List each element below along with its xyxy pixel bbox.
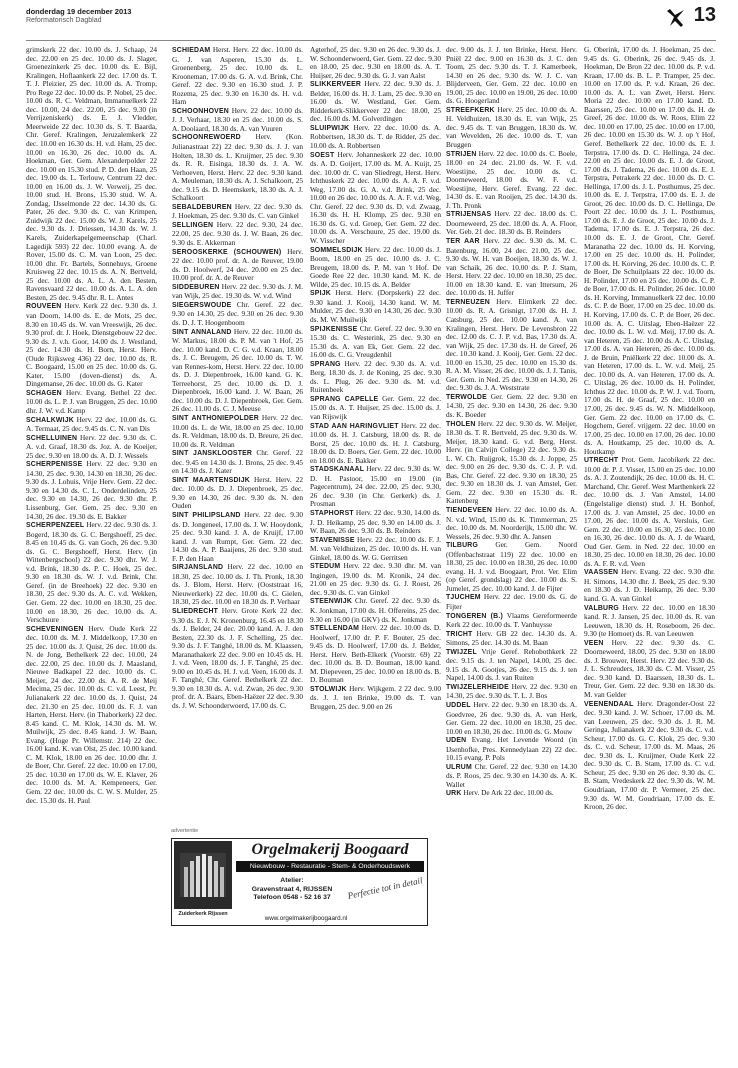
service-times: Herv. 22 dec. 9.30 ds. W. D. H. Pastoor, 15.00 en 19.00 (in Pagecentrum), 24 dec. 22.00, 25 dec. 9.30, 26 dec. 9.30 (in Chr. Gerkerk) ds. J. Prosman xyxy=(310,464,441,509)
place-name: TER AAR xyxy=(446,238,480,246)
service-times: Herv. 22 dec. 9.30 dhr. M. van Ingingen, 19.00 ds. M. Kronik, 24 dec. 21.00 en 25 dec. 9.30 ds. G. J. Roest, 26 dec. 9.30 ds. C. van Ginkel xyxy=(310,561,441,597)
service-times: Herv. 22 dec. 10.00 ds. C. Boele, 18.00 en 24 dec. 21.00 ds. W. F. v.d. Woestijne, 25 dec. 10.00 ds. C. Doorneweerd, 18.00 ds. W. F. v.d. Woestijne, Herv. Geref. Evang. 22 dec. 14.30 ds. E. van Rooijen, 25 dec. 14.30 ds. J. Th. Pronk xyxy=(446,148,577,210)
service-times: Herv. 22 dec. 9.30 ds. J. Belder, 16.00 ds. H. J. Lam, 25 dec. 9.30 en 16.00 ds. W. Westland, Ger. Gem. Ridderkerk-Slikkerveer 22 dec. 18.00, 25 dec. 16.00 ds. M. Golverdingen xyxy=(310,79,441,124)
service-times: G. Oberink, 17.00 ds. J. Hoekman, 25 dec. 9.45 ds. G. Oberink, 26 dec. 9.45 ds. J. Hoekman, De Bron 22 dec. 10.00 ds. P. v.d. Kraan, 17.00 ds. B. L. P. Tramper, 25 dec. 10.00 en 17.00 ds. P. v.d. Kraan, 26 dec. 10.00 ds. A. L. van Zwet, Herst. Herv. Moria 22 dec. 10.00 en 17.00 kand. D. Baarssen, 25 dec. 10.00 en 17.00 ds. H. de Greef, 26 dec. 10.00 ds. W. Roos, Elim 22 dec. 10.00 en 17.00, 25 dec. 10.00 en 17.00, 26 dec. 10.00 en 15.30 ds. W. J. op 't Hof, Geref. Bethelkerk 22 dec. 10.00 ds. E. J. Terpstra, 17.00 ds. D. C. Hellinga, 24 dec. 22.00 en 25 dec. 10.00 ds. E. J. de Groot, 17.00 ds. J. Tadema, 26 dec. 10.00 ds. E. J. Terpstra, Petrakerk 22 dec. 10.00 ds. D. C. Hellinga, 17.00 ds. J. L. Posthumus, 25 dec. 10.00 ds. E. J. Terpstra, 17.00 ds. E. J. de Groot, 26 dec. 10.00 ds. D. C. Hellinga, De Poort 22 dec. 10.00 ds. J. L. Posthumus, 17.00 ds. E. J. de Groot, 25 dec. 10.00 ds. J. Tadema, 17.00 ds. E. J. Terpstra, 26 dec. 10.00 ds. E. J. de Groot, Chr. Geref. Maranatha 22 dec. 10.00 ds. H. Korving, 17.00 en 25 dec. 10.00 ds. H. Polinder, 17.00 ds. H. Korving, 26 dec. 10.00 ds. C. P. de Boer, De Schuilplaats 22 dec. 10.00 ds. H. Polinder, 17.00 en 25 dec. 10.00 ds. C. P. de Boer, 17.00 ds. H. Polinder, 26 dec. 10.00 ds. H. Korving, Immanuelkerk 22 dec. 10.00 ds. C. P. de Boer, 17.00 en 25 dec. 10.00 ds. H. Korving, 17.00 ds. C. P. de Boer, 26 dec. 10.00 ds. A. C. Uitslag, Eben-Haëzer 22 dec. 10.00 ds. L. W. v.d. Meij, 17.00 ds. A. van Heteren, 25 dec. 10.00 ds. A. C. Uitslag, 17.00 ds. A. van Heteren, 26 dec. 10.00 ds. J. de Bruin, Pniëlkerk 22 dec. 10.00 ds. A. van Heteren, 17.00 ds. L. W. v.d. Meij, 25 dec. 10.00 ds. A. van Heteren, 17.00 ds. A. C. Uitslag, 26 dec. 10.00 ds. H. Polinder, Ichthus 22 dec. 10.00 ds. P. W. J. v.d. Toorn, 17.00 ds. H. de Graaf, 25 dec. 10.00 en 17.00, 26 dec. 9.45 ds. W. N. Middelkoop, Ger. Gem. 22 dec. 10.00 en 17.00 ds. C. Hogchem, Geref. vrijgem. 22 dec. 10.00 en 17.00, 25 dec. 10.00 en 17.00, 26 dec. 10.00 ds. A. Houtkamp, 25 dec. 10.00 ds. A. Houtkamp xyxy=(584,46,715,456)
listing-entry xyxy=(446,683,577,701)
place-name: TIENDEVEEN xyxy=(446,506,493,514)
listing-entry xyxy=(310,46,441,80)
service-times: Herst. Herv. 22 dec. 10.00 ds. G. J. van Asperen, 15.30 ds. L. Groenenberg, 25 dec. 10.00 ds. L. Krooneman, 17.00 ds. G. A. v.d. Brink, Chr. Geref. 22 dec. 9.30 en 16.30 stud. J. P. Rozema, 25 dec. 9.30 en 16.30 ds. H. v.d. Ham xyxy=(172,46,303,107)
place-name: TJUCHEM xyxy=(446,594,481,602)
service-times: Herv. 22 dec. 10.00 ds. W. Markus, 18.00 ds. P. M. van 't Hof, 25 dec. 10.00 kand. D. C. G. v.d. Kraan, 18.00 ds. J. C. Breugem, 26 dec. 10.00 ds. T. W. van Rennes-kom, Herst. Herv. 22 dec. 10.00 ds. D. J. Diepenbroek, 16.00 kand. G. K. Terreehorst, 25 dec. 10.00 ds. D. J. Diepenbroek, 16.00 kand. J. W. Baan, 26 dec. 10.00 ds. D. J. Diepenbroek, Ger. Gem. 26 dec. 11.00 ds. C. J. Meeuse xyxy=(172,326,303,414)
column-5 xyxy=(584,46,715,1058)
service-times: Herv. GB 22 dec. 14.30 ds. A. Simons, 25 dec. 14.30 ds. M. Baan xyxy=(446,628,577,648)
column-1 xyxy=(26,46,157,1058)
place-name: SCHOONHOVEN xyxy=(172,107,229,115)
service-times: Chr. Geref. 22 dec. 9.45 en 14.30 ds. J. Brons, 25 dec. 9.45 en 14.30 ds. J. Kater xyxy=(172,448,303,476)
service-times: Herv. 22 dec. 10.00 ds. H. J. Catsburg, 18.00 ds. R. de Borst, 25 dec. 10.00 ds. H. J. Catsburg, 18.00 ds. D. Boers, Ger. Gem. 22 dec. 10.00 en 18.00 ds. E. Bakker xyxy=(310,420,441,465)
place-name: SCHAGEN xyxy=(26,389,62,397)
service-times: Ger. Gem. Noord (Offenbachstraat 119) 22 dec. 10.00 en 18.30, 25 dec. 10.00 en 18.30, 26 dec. 10.00 evang. H. J. v.d. Boogaart, Prot. Ver. Elim (op Geref. grondslag) 22 dec. 10.00 ds. S. Jumelet, 25 dec. 10.00 kand. J. de Fijter xyxy=(446,540,577,593)
place-name: STOLWIJK xyxy=(310,685,347,693)
place-name: SEBALDEBUREN xyxy=(172,203,232,211)
organ-pipes-icon xyxy=(180,853,226,897)
service-times: Herv. 22 dec. 10.00 ds. G. A. Termaat, 25 dec. 9.45 ds. C. N. van Dis xyxy=(26,414,157,434)
service-times: Herv. Kerk 22 dec. 9.30 ds. J. van Doorn, 14.00 ds. E. de Mots, 25 dec. 8.30 en 10.45 ds. W. van Vreeswijk, 26 dec. 9.30 prof. dr. J. Hoek, Dienstgebouw 22 dec. 9.30 ds. J. v.h. Goor, 14.00 ds. J. Westland, 25 dec. 14.30 ds. H. Born, Herst. Herv. (Oude Rijksweg 436) 22 dec. 10.00 ds. R. C. Boogaard, 15.00 en 25 dec. 10.00 ds. G. Kater, 15.00 (doven-dienst) ds. A. Dingemanse, 26 dec. 10.00 ds. G. Kater xyxy=(26,301,157,389)
service-times: dec. 9.00 ds. J. J. ten Brinke, Herst. Herv. Pniël 22 dec. 9.00 en 16.30 ds. J. C. den Toom, 25 dec. 9.30 ds. T. J. Kamerbeek, 14.30 en 26 dec. 9.30 ds. W. J. C. van Blijderveen, Ger. Gem. 22 dec. 10.00 en 19.00, 25 dec. 10.00 en 19.00, 26 dec. 10.00 ds. G. Hoogerland xyxy=(446,46,577,106)
issue-date: donderdag 19 december 2013 xyxy=(26,7,132,16)
place-name: SIDDEBUREN xyxy=(172,283,220,291)
service-times: Herv. 22 dec. 9.30 ds. J. M. van Wijk, 25 dec. 19.30 ds. W. v.d. Wind xyxy=(172,281,303,301)
service-times: Herv. 22 dec. 10.00 ds. J. J. Verhaar, 18.30 en 25 dec. 10.00 ds. S. A. Doolaard, 18.30 ds. A. van Vuuren xyxy=(172,105,303,133)
service-times: Herv. (Kon. Julianastraat 22) 22 dec. 9.30 ds. J. J. van Holten, 18.30 ds. L. Kruijmer, 25 dec. 9.30 ds. R. R. Eisinga, 18.30 ds. J. A. W. Verhoeven, Herst. Herv. 22 dec. 9.30 kand. A. Meuleman, 18.30 ds. A. J. Schalkoort, 25 dec. 9.15 ds. D. Heemskerk, 18.30 ds. A. J. Schalkoort xyxy=(172,132,303,203)
place-name: SIRJANSLAND xyxy=(172,564,224,572)
service-times: Herv. 22 dec. 9.30 en 18.30 ds. A. Goedvree, 26 dec. 9.30 ds. A. van Herk, Ger. Gem. 22 dec. 10.00 en 18.30, 25 dec. 10.00 en 18.30, 26 dec. 10.00 ds. G. Mouw xyxy=(446,700,577,736)
service-times: Chr. Geref. 22 dec. 9.30 en 14.30, 25 dec. 9.30 en 26 dec. 9.30 ds. D. J. T. Hoogenboom xyxy=(172,299,303,327)
place-name: SPRANG CAPELLE xyxy=(310,395,379,403)
place-name: STRIJEN xyxy=(446,150,477,158)
newspaper-logo-icon xyxy=(664,7,686,29)
service-times: Ger. Gem. 22 dec. 9.30 en 14.30, 25 dec. 9.30 en 14.30, 26 dec. 9.30 ds. K. Boeder xyxy=(446,391,577,419)
service-times: Herv. 22 dec. 9.30 ds. J. Hoekman, 25 dec. 9.30 ds. C. van Ginkel xyxy=(172,201,303,221)
service-times: Herv. Dragonder-Oost 22 dec. 9.30 kand. J. W. Schoer, 17.00 ds. M. van Leeuwen, 25 dec. 9.30 ds. J. R. M. Geringa, Julianakerk 22 dec. 9.30 ds. C. v.d. Scheur, 17.00 ds. G. C. Klok, 25 dec. 9.30 ds. C. v.d. Scheur, 17.00 ds. M. Maas, 26 dec. 9.30 ds. L. Kruijmer, Oude Kerk 22 dec. 9.30 ds. C. B. Stam, 17.00 ds. C. v.d. Scheur, 25 dec. 9.30 en 26 dec. 9.30 ds. C. B. Stam, Vredeskerk 22 dec. 9.30 ds. W. M. Goudriaan, 17.00 dr. P. Vermeer, 25 dec. 9.30 ds. W. M. Goudriaan, 17.00 ds. E. Kroon, 26 dec. xyxy=(584,698,715,812)
service-times: Herv. 22 dec. 10.00 prof. dr. A. de Reuver, 19.00 ds. D. Hoolwerf, 24 dec. 20.00 en 25 dec. 10.00 prof. dr. A. de Reuver xyxy=(172,246,303,283)
listing-entry xyxy=(446,106,577,150)
listing-entry xyxy=(584,456,715,568)
place-name: URK xyxy=(446,790,462,798)
place-name: STAPHORST xyxy=(310,509,354,517)
place-name: SINT JANSKLOOSTER xyxy=(172,450,253,458)
service-times: Herv. Oude Kerk 22 dec. 10.00 ds. M. J. Middelkoop, 17.30 en 25 dec. 10.00 ds. J. Quist, 26 dec. 10.00 ds. N. de Jong, Bethelkerk 22 dec. 10.00, 24 dec. 22.00, 25 dec. 10.00 ds. J. Maasland, Nieuwe Badkapel 22 dec. 10.00 ds. C. Meijer, 24 dec. 22.00 ds. A. R. de Meij Mecima, 25 dec. 10.00 ds. C. v.d. Leest, Pr. Julianakerk 22 dec. 10.00 ds. J. Quist, 24 dec. 21.30 en 25 dec. 10.00 ds. F. J. van Harten, Herst. Herv. (in Thaborkerk) 22 dec. 8.45 kand. C. M. Klok, 14.30 ds. M. W. Muilwijk, 25 dec. 8.45 kand. J. W. Baan, Evang. (Hoge Pr. Willemstr. 214) 22 dec. 16.00 kand. K. van Olst, 25 dec. 10.00 kand. C. M. Klok, 18.00 en 26 dec. 10.00 dhr. J. de Boer, Chr. Geref. 22 dec. 10.00 en 17.00, 25 dec. 10.30 en 17.00 ds. W. E. Klaver, 26 dec. 10.00 ds. M. A. Kempeneers, Ger. Gem. 22 dec. 10.00 ds. C. W. S. Mulder, 25 dec. 15.30 ds. H. Paul xyxy=(26,623,157,805)
listing-entry xyxy=(446,612,577,630)
header-divider xyxy=(26,40,716,41)
place-name: SCHERPENZEEL xyxy=(26,522,85,530)
listing-entry xyxy=(310,124,441,151)
service-times: Herv. 22 dec. 9.30, 14.00 ds. J. D. Heikamp, 25 dec. 9.30 en 14.00 ds. J. W. Baan, 26 dec. 9.30 ds. B. Reinders xyxy=(310,507,441,536)
service-times: Agterhof, 25 dec. 9.30 en 26 dec. 9.30 ds. J. W. Schoonderwoerd, Ger. Gem. 22 dec. 9.30 en 18.00, 25 dec. 9.30 en 18.00 ds. A. T. Huijser, 26 dec. 9.30 ds. G. J. van Aalst xyxy=(310,46,441,80)
listing-entry xyxy=(310,360,441,395)
listing-entry xyxy=(310,395,441,422)
advertisement-label: advertentie xyxy=(171,828,199,834)
listing-entry xyxy=(26,389,157,416)
place-name: UDEN xyxy=(446,737,467,745)
listing-entry xyxy=(310,509,441,536)
place-name: STAVENISSE xyxy=(310,536,355,544)
listing-entry xyxy=(446,150,577,211)
service-times: Chr. Geref. 22 dec. 9.30 ds. K. Jonkman, 17.00 ds. H. Offereins, 25 dec. 9.30 en 16.00 (in GKV) ds. K. Jonkman xyxy=(310,596,441,624)
listing-entry xyxy=(310,246,441,290)
service-times: Herv. De Ark 22 dec. 10.00 ds. xyxy=(463,788,554,798)
listing-entry xyxy=(446,506,577,541)
listing-entry xyxy=(584,46,715,456)
place-name: SCHOONREWOERD xyxy=(172,134,241,142)
service-times: Herv. 22 dec. 9.30 ds. M. C. Batenburg, 16.00, 24 dec. 21.00, 25 dec. 9.30 ds. W. H. van Boeijen, 18.30 ds. W. J. van Schaik, 26 dec. 10.00 ds. P. J. Stam, Herst. Herv. 22 dec. 10.00 en 18.30, 25 dec. 10.00 en 18.30 kand. E. van Ittersum, 26 dec. 10.00 ds. H. Juffer xyxy=(446,236,577,298)
listing-entry xyxy=(172,203,303,221)
place-name: SOEST xyxy=(310,151,335,159)
advertiser-name: Orgelmakerij Boogaard xyxy=(251,841,409,858)
listing-entry xyxy=(446,393,577,420)
listing-entry xyxy=(446,210,577,237)
listing-entry xyxy=(310,151,441,246)
place-name: VALBURG xyxy=(584,604,619,612)
service-times: Prot. Gem. Jacobikerk 22 dec. 10.00 dr. P. J. Visser, 15.00 en 25 dec. 10.00 ds. A. J. Zoutendijk, 26 dec. 10.00 ds. H. C. Marchand, Chr. Geref. West Marthenkerk 22 dec. 10.00 ds. J. Van Amstel, 14.00 (Engelstalige dienst) stud. J. H. Bonhof, 17.00 ds. J. van Amstel, 25 dec. 10.00 en 17.00, 26 dec. 10.00 ds. A. Versluis, Ger. Gem. 22 dec. 10.00 en 16.30, 25 dec. 10.00 en 16.30, 26 dec. 10.00 ds. A. J. de Waard, Oud Ger. Gem. in Ned. 22 dec. 10.00 en 18.30, 25 dec. 10.00 en 18.30, 26 dec. 10.00 ds. A. F. R. v.d. Veen xyxy=(584,455,715,568)
service-times: Herv. 22 dec. 10.00 ds. L. de Wit, 18.00 en 25 dec. 10.00 ds. R. Veldman, 18.00 ds. D. Breure, 26 dec. 10.00 ds. R. Veldman xyxy=(172,412,303,449)
listing-entry xyxy=(446,736,577,763)
place-name: SINT ANTHONIEPOLDER xyxy=(172,414,259,422)
listing-entry xyxy=(172,107,303,134)
service-times: Herv. 22 dec. 9.30, 24 dec. 22.00, 25 dec. 9.30 ds. J. W. Baan, 26 dec. 9.30 ds. E. Akkerman xyxy=(172,219,303,248)
address-line: Atelier: xyxy=(280,877,304,884)
page-number: 13 xyxy=(693,4,716,26)
service-times: Herv. 22 dec. 18.00 ds. C. Doorneweerd, 25 dec. 18.00 ds. A. A. Floor, Ver. Geb. 21 dec. 18.30 ds. B. Reinders xyxy=(446,209,577,237)
listing-entry xyxy=(310,536,441,563)
listing-entry xyxy=(310,597,441,624)
listing-entry xyxy=(172,607,303,711)
listing-entry xyxy=(172,476,303,511)
listing-entry xyxy=(310,422,441,466)
place-name: TILBURG xyxy=(446,542,479,550)
page-header xyxy=(26,4,716,41)
place-name: STREEFKERK xyxy=(446,106,495,114)
listing-entry xyxy=(446,237,577,298)
place-name: UTRECHT xyxy=(584,457,619,465)
place-name: SCHEVENINGEN xyxy=(26,625,84,633)
place-name: SCHALKWIJK xyxy=(26,416,74,424)
listing-entry xyxy=(446,298,577,393)
place-name: SPIJK xyxy=(310,290,331,298)
service-times: Herst. Herv. 22 dec. 10.00 ds. D. J. Diepenbroek, 25 dec. 9.30 en 14.30, 26 dec. 9.30 ds. N. den Ouden xyxy=(172,474,303,511)
service-times: Herv. 22 dec. 9.30 ds. J. Bogerd, 18.30 ds. G. C. Bergshoeff, 25 dec. 8.45 en 10.45 ds. G. van Goch, 26 dec. 9.30 ds. G. C. Bergshoeff, Herst. Herv. (in Wittenbergschool) 22 dec. 9.30 dhr. W. J. v.d. Brink, 18.30 ds. P. C. Hoek, 25 dec. 9.30 en 18.30 ds. W. J. v.d. Brink, Chr. Geref. (in de Breehoek) 22 dec. 9.30 en 18.30, 25 dec. 9.30 ds. A. C. v.d. Wekken, Ger. Gem. 22 dec. 10.00 en 18.30, 25 dec. 10.00 en 18.30, 26 dec. 10.00 ds. A. Verschuure xyxy=(26,520,157,625)
service-times: Herv. 22 dec. 10.00 ds. F. J. M. van Veldhuizen, 25 dec. 10.00 ds. H. van Ginkel, 18.00 ds. W. G. Gerritsen xyxy=(310,534,441,562)
place-name: VEENENDAAL xyxy=(584,700,634,708)
service-times: Herv. 22 dec. 9.30 ds. W. Meijer, 18.30 ds. T. R. Bertveld, 25 dec. 9.30 ds. W. Meijer, 18.30 kand. G. v.d. Berg, Herst. Herv. (in Calvijn College) 22 dec. 9.30 ds. L. W. Ch. Ruijgrok, 15.30 ds. J. Joppe, 25 dec. 9.00 en 26 dec. 9.30 ds. C. J. P. v.d. Bas, Chr. Geref. 22 dec. 9.30 en 18.30, 25 dec. 9.30 en 18.30 ds. J. van Amstel, Ger. Gem. 22 dec. 9.30 en 15.30 ds. R. Kattenberg xyxy=(446,418,577,506)
service-times: Herv. 22 dec. 9.30 ds. A. v.d. Berg, 18.30 ds. J. de Koning, 25 dec. 9.30 ds. L. Plug, 26 dec. 9.30 ds. M. v.d. Ruitenbeek xyxy=(310,358,441,395)
listing-entry xyxy=(584,639,715,700)
listing-entry xyxy=(26,416,157,434)
place-name: STRIJENSAS xyxy=(446,211,492,219)
service-times: Herv. 22 dec. 10.00 ds. D. Hoolwerf, 17.00 dr. P. F. Bouter, 25 dec. 9.45 ds. D. Hoolwerf, 17.00 ds. J. Belder, Herst. Herv. Beth-Elkerk (Voorstr. 69) 22 dec. 10.00 ds. B. D. Bouman, 18.00 kand. M. Diepeveen, 25 dec. 10.00 en 18.00 ds. B. D. Bouman xyxy=(310,623,441,685)
listing-entry xyxy=(26,521,157,625)
service-times: Herv. 22 dec. 10.00 ds. A. N. v.d. Wind, 15.00 ds. K. Timmerman, 25 dec. 10.00 ds. M. Noorderijk, 15.00 dhr. W. Wessels, 26 dec. 9.30 dhr. A. Jansen xyxy=(446,504,577,541)
listing-entry xyxy=(584,568,715,603)
place-name: SLIEDRECHT xyxy=(172,608,219,615)
address-line: Gravenstraat 4, RIJSSEN xyxy=(251,885,333,893)
service-times: Herv. Grote Kerk 22 dec. 9.30 ds. E. J. N. Kronenburg, 16.45 en 18.30 ds. J. Belder, 24 dec. 20.00 kand. A. J. den Besten, 22.30 ds. J. F. Schelling, 25 dec. 9.30 ds. J. F. Tanghé, 18.00 ds. M. Klaassen, Maranathakerk 22 dec. 9.00 en 10.45 ds. H. J. v.d. Veen, 18.00 ds. J. F. Tanghé, 25 dec. 9.00 en 10.45 ds. H. J. v.d. Veen, 16.00 ds. J. F. Tanghé, Chr. Geref. Bethelkerk 22 dec. 9.30 en 18.30 ds. A. v.d. Zwan, 26 dec. 9.30 prof. dr. A. Baars, Eben-Haëzer 22 dec. 9.30 ds. J. W. Schoonderwoerd, 17.00 ds. C. xyxy=(172,606,303,711)
service-times: Herv. 22 dec. 9.30 en 14.30, 25 dec. 9.30 ds. T. L. J. Bos xyxy=(446,681,577,701)
service-times: Herv. 22 dec. 10.00 en 18.30 kand. R. J. Jansen, 25 dec. 10.00 ds. R. van Leeuwen, 18.30 ds. H. Roseboom, 26 dec. 9.30 (te Homoet) ds. R. van Leeuwen xyxy=(584,602,715,639)
listing-entry xyxy=(446,541,577,593)
listing-entry xyxy=(310,325,441,360)
place-name: STADSKANAAL xyxy=(310,466,365,474)
advertisement xyxy=(171,828,428,926)
listing-entry xyxy=(172,449,303,476)
listing-entry xyxy=(446,763,577,790)
service-times: Evang. Het Levende Woord (in IJsenhofke, Pres. Kennedylaan 22) 22 dec. 10.15 evang. P. Pols xyxy=(446,735,577,763)
place-name: SPRANG xyxy=(310,360,341,368)
listing-entry xyxy=(172,301,303,328)
listing-entry xyxy=(446,789,577,799)
place-name: SEROOSKERKE (SCHOUWEN) xyxy=(172,248,282,256)
place-name: TERNEUZEN xyxy=(446,298,490,306)
service-times: Herv. 22 dec. 10.00 ds. A. Robbertsen, 18.30 ds. T. de Ridder, 25 dec. 10.00 ds. A. Robbertsen xyxy=(310,122,441,151)
listing-entry xyxy=(310,289,441,324)
service-times: Vrije Geref. Rehobothkerk 22 dec. 9.15 ds. J. ten Napel, 14.00, 25 dec. 9.15 ds. A. Gootjes, 26 dec. 9.15 ds. J. ten Napel, 14.00 ds. J. van Ruiten xyxy=(446,646,577,683)
photo-caption: Zuiderkerk Rijssen xyxy=(178,911,228,917)
listing-entry xyxy=(310,562,441,597)
place-name: STAD AAN HARINGVLIET xyxy=(310,422,399,430)
listing-entry xyxy=(310,465,441,509)
place-name: TWIJZELERHEIDE xyxy=(446,683,509,691)
place-name: THOLEN xyxy=(446,420,476,428)
place-name: TERWOLDE xyxy=(446,393,487,401)
organ-photo xyxy=(174,841,232,909)
listing-entry xyxy=(310,624,441,685)
listing-entry xyxy=(172,248,303,283)
advertiser-services: Nieuwbouw - Restauratie - Stem- & Onderhoudswerk xyxy=(236,861,424,872)
service-times: Herv. Wijkgem. 2 22 dec. 9.00 ds. J. J. ten Brinke, 19.00 ds. T. van Bruggen, 25 dec. 9.00 en 26 xyxy=(310,683,441,712)
place-name: STEDUM xyxy=(310,563,341,571)
service-times: Herv. Johanneskerk 22 dec. 10.00 ds. A. D. Goijert, 17.00 ds. M. A. Kuijt, 25 dec. 10.00 dr. C. van Sliedregt, Herst. Herv. Ichthuskerk 22 dec. 10.00 ds. A. A. F. v.d. Weg, 17.00 ds. G. A. v.d. Brink, 25 dec. 10.00 en 26 dec. 10.00 ds. A. A. F. v.d. Weg, Chr. Geref. 22 dec. 9.30 ds. D. v.d. Zwaag, 16.30 ds. H. H. Klomp, 25 dec. 9.30 en 16.30 ds. G. v.d. Groep, Ger. Gem. 22 dec. 10.00 ds. A. Verschuure, 25 dec. 19.00 ds. W. Visscher xyxy=(310,149,441,246)
place-name: UDDEL xyxy=(446,702,471,710)
listing-entry xyxy=(172,563,303,607)
service-times: Chr. Geref. 22 dec. 9.30 en 15.30 ds. C. Westerink, 25 dec. 9.30 en 15.30 ds. A. van Ek, Ger. Gem. 22 dec. 16.00 ds. C. G. Vreugdenhil xyxy=(310,323,441,360)
service-times: Herv. 22 dec. 9.30 ds. C. Doorneweerd, 18.00, 25 dec. 9.30 en 18.00 ds. J. Brouwer, Herst. Herv. 22 dec. 9.30 ds. J. L. Schreuders, 18.30 ds. C. M. Visser, 25 dec. 9.30 kand. D. Baarssen, 18.30 ds. L. Treur, Ger. Gem. 22 dec. 9.30 en 18.30 ds. M. van Gelder xyxy=(584,637,715,700)
place-name: SPIJKENISSE xyxy=(310,325,358,333)
service-times: Herst. Herv. (Dorpskerk) 22 dec. 9.30 kand. J. Kooij, 14.30 kand. W. M. Mulder, 25 dec. 9.30 en 14.30, 26 dec. 9.30 ds. M. W. Muilwijk xyxy=(310,288,441,324)
place-name: SLIKKERVEER xyxy=(310,81,362,89)
place-name: ULRUM xyxy=(446,763,472,771)
listing-entry xyxy=(310,80,441,124)
place-name: SINT MAARTENSDIJK xyxy=(172,476,250,484)
listing-entry xyxy=(172,221,303,248)
place-name: SLUIPWIJK xyxy=(310,124,350,132)
listing-entry xyxy=(446,648,577,683)
place-name: STELLENDAM xyxy=(310,625,360,633)
listing-entry xyxy=(172,283,303,301)
address-line: Telefoon 0548 - 52 16 37 xyxy=(253,894,331,901)
place-name: SINT ANNALAND xyxy=(172,328,232,336)
listing-entry xyxy=(26,434,157,461)
place-name: TONGEREN (B.) xyxy=(446,612,503,620)
listing-entry xyxy=(172,511,303,563)
place-name: SCHELLUINEN xyxy=(26,434,78,442)
place-name: ROUVEEN xyxy=(26,303,62,311)
listing-entry xyxy=(26,460,157,521)
listing-entry xyxy=(584,700,715,812)
place-name: SINT PHILIPSLAND xyxy=(172,511,241,519)
service-times: Herv. Elimkerk 22 dec. 10.00 ds. R. A. Grisnigt, 17.00 ds. H. J. Catsburg, 25 dec. 10.00 kand. A. van Kralingen, Herst. Herv. De Levensbron 22 dec. 12.00 ds. C. J. P. v.d. Bas, 17.30 ds. A. van Wijk, 25 dec. 17.30 ds. H. de Greef, 26 dec. 10.30 kand. J. Kooij, Ger. Gem. 22 dec. 10.00 en 15.30, 25 dec. 10.00 en 15.30 ds. R. A. M. Visser, 26 dec. 10.00 ds. J. J. Tanis, Ger. Gem. in Ned. 25 dec. 9.30 en 14.30, 26 dec. 9.30 ds. J. A. Weststrate xyxy=(446,296,577,393)
listing-entry xyxy=(446,701,577,736)
advertiser-address xyxy=(242,877,342,903)
listing-entry xyxy=(26,302,157,388)
service-times: Herv. 22 dec. 10.00 en 18.30, 25 dec. 10.00 ds. J. Th. Pronk, 18.30 ds. J. Blom, Herst. Herv. (Ooststraat 16, Nieuwerkerk) 22 dec. 10.00 ds. C. Gielen, 18.30, 25 dec. 10.00 en 18.30 ds. P. Verhaar xyxy=(172,562,303,607)
place-name: SIEGERSWOUDE xyxy=(172,301,232,309)
listing-entry xyxy=(172,133,303,202)
advertisement-box xyxy=(171,838,428,926)
service-times: Vlaams Gereformeerde Kerk 22 dec. 10.00 ds. T. Vanhuysse xyxy=(446,610,577,630)
service-times: Herv. 22 dec. 10.00 ds. J. Boom, 18.00 en 25 dec. 10.00 ds. J. C. Breugem, 18.00 ds. P. M. van 't Hof. De Goede Ree 22 dec. 10.30 kand. M. K. de Wilde, 25 dec. 10.15 ds. A. Belder xyxy=(310,244,441,289)
place-name: SCHERPENISSE xyxy=(26,461,83,469)
listing-entry xyxy=(446,593,577,611)
service-times: grimskerk 22 dec. 10.00 ds. J. Schaap, 24 dec. 22.00 en 25 dec. 10.00 ds. J. Slager, Groenezinkerk 25 dec. 10.00 ds. E. Bijl, Kralingen, Hoflaankerk 22 dec. 17.00 ds. T. T. J. Pleizier, 25 dec. 10.00 ds. A. Tromp, Pro Rege 22 dec. 10.00 ds. P. Nobel, 25 dec. 10.00 ds. R. C. Veldman, Immanuelkerk 22 dec. 10.00, 24 dec. 22.00, 25 dec. 9.30 (in Verrijzeniskerk) ds. E. J. Vledder, Meerweide 22 dec. 10.30 ds. S. T. Baarda, Chr. Geref. Kralingen, Jeruzalemkerk 22 dec. 10.00 en 16.30 ds. H. v.d. Ham, 25 dec. 10.00 en 16.30, 26 dec. 10.00 ds. A. Hoekman, Ger. Gem. Alexanderpolder 22 dec. 10.00 en 15.30 stud. P. D. den Haan, 25 dec. 19.00 ds. L. Terlouw, Centrum 22 dec. 10.00 en 16.00 ds. J. W. Verweij, 25 dec. 10.00 stud. H. Brons, 15.30 stud. W. A. Zondag, IJsselmonde 22 dec. 14.30 ds. G. Pater, 26 dec. 9.30 ds. C. van Krimpen, Zuidwijk 22 dec. 15.00 ds. W. J. Karels, 25 dec. 9.30 ds. J. Driessen, 14.30 ds. W. J. Karels, Zuiderkapelgemeenschap (Charl. Lagedijk 593) 22 dec. 10.00 evang. A. de Rover, 15.00 ds. C. M. van Loon, 25 dec. 10.00 dhr. Fr. Bartels, Sonnehuys, Groene Kruisweg 22 dec. 10.15 ds. A. N. Bertveld, 25 dec. 10.00 ds. A. L. A. den Besten, Ravensvaard 22 dec. 10.00 ds. A. L. A. den Besten, 25 dec. 9.45 dhr. R. L. Antes xyxy=(26,46,157,302)
service-times: Chr. Geref. 22 dec. 9.30 en 14.30 ds. P. Roos, 25 dec. 9.30 en 14.30 ds. A. K. Wallet xyxy=(446,761,577,789)
place-name: TWIJZEL xyxy=(446,648,477,656)
service-times: Herv. 22 dec. 19.00 ds. G. de Fijter xyxy=(446,592,577,611)
place-name: SCHIEDAM xyxy=(172,47,211,54)
listing-entry xyxy=(172,414,303,449)
column-4 xyxy=(446,46,577,1058)
place-name: SOMMELSDIJK xyxy=(310,246,363,254)
listing-entry xyxy=(446,46,577,106)
service-times: Herv. 25 dec. 10.00 ds. A. H. Veldhuizen, 18.30 ds. E. van Wijk, 25 dec. 9.45 ds. T. van Bruggen, 18.30 ds. W. van Wevelden, 26 dec. 10.00 ds. T. van Bruggen xyxy=(446,104,577,150)
listing-entry xyxy=(584,604,715,639)
advertiser-slogan: Perfectie tot in detail xyxy=(346,875,424,901)
service-times: Herv. 22 dec. 9.30 ds. D. Jongeneel, 17.00 ds. J. W. Hooydonk, 25 dec. 9.30 kand. J. A. de Kruijf, 17.00 kand. J. van Rumpt, Ger. Gem. 22 dec. 14.30 ds. A. P. Baaijens, 26 dec. 9.30 stud. F. P. den Haan xyxy=(172,509,303,563)
column-2 xyxy=(172,46,303,828)
column-3 xyxy=(310,46,441,828)
listing-entry xyxy=(172,46,303,107)
listing-entry xyxy=(26,625,157,805)
listing-entry xyxy=(310,685,441,712)
place-name: SELLINGEN xyxy=(172,221,214,229)
place-name: STEENWIJK xyxy=(310,598,352,606)
advertiser-website[interactable]: www.orgelmakerijboogaard.nl xyxy=(264,915,348,922)
place-name: VEEN xyxy=(584,639,604,647)
service-times: Herv. Evang. 22 dec. 9.30 dhr. H. Simons, 14.30 dhr. J. Beek, 25 dec. 9.30 en 18.30 ds. J. D. Heikamp, 26 dec. 9.30 kand. G. A. van Ginkel xyxy=(584,567,715,603)
newspaper-name: Reformatorisch Dagblad xyxy=(26,17,102,24)
listing-entry xyxy=(446,420,577,506)
service-times: Herv. Evang. Bethel 22 dec. 10.00 ds. L. P. J. van Bruggen, 25 dec. 10.00 dhr. J. W. v.d. Kamp xyxy=(26,387,157,415)
listing-entry xyxy=(446,630,577,648)
service-times: Herv. 22 dec. 9.30 ds. C. A. v.d. Graaf, 18.30 ds. Joz. A. de Koeijer, 25 dec. 9.30 en 18.00 ds. A. D. J. Wessels xyxy=(26,432,157,460)
listing-entry xyxy=(172,328,303,414)
service-times: Ger. Gem. 22 dec. 15.00 ds. A. T. Huijser, 25 dec. 15.00 ds. J. van Rijswijk xyxy=(310,393,441,421)
place-name: VAASSEN xyxy=(584,569,619,577)
listing-entry xyxy=(26,46,157,302)
place-name: TRICHT xyxy=(446,630,473,638)
service-times: Herv. 22 dec. 9.30 en 14.30, 25 dec. 9.30, 14.30 en 18.30, 26 dec. 9.30 ds. J. Lohuis, Vrije Herv. Gem. 22 dec. 9.30 en 14.30 ds. C. L. Onderdelinden, 25 dec. 9.30 en 14.30, 26 dec. 9.30 dhr. P. Lissenburg, Ger. Gem. 25 dec. 9.30 en 14.30, 26 dec. 19.30 ds. E. Bakker xyxy=(26,459,157,521)
